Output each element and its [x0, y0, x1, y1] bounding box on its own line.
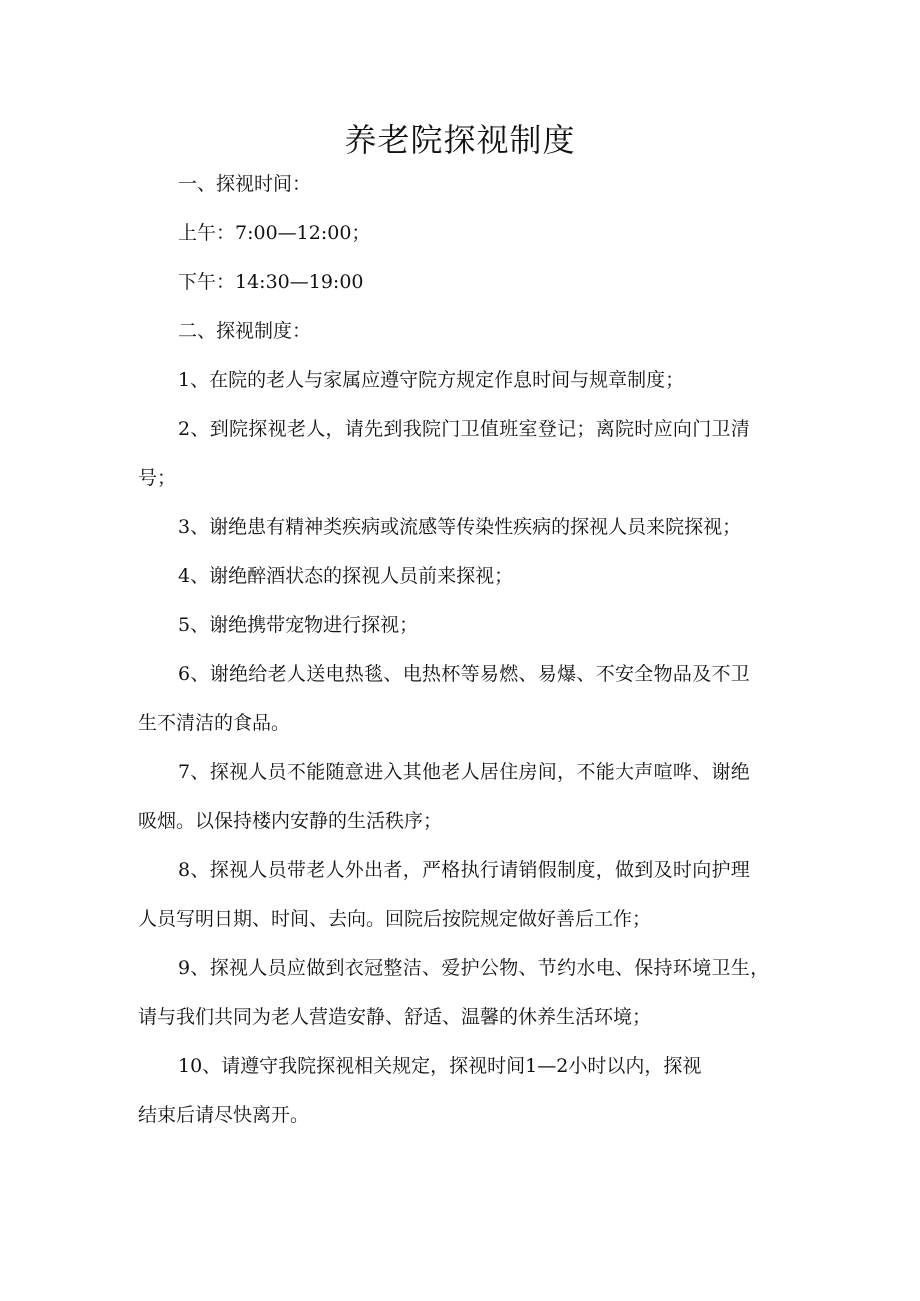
- rule-10-continued: 结束后请尽快离开。: [138, 1104, 310, 1126]
- afternoon-hours: 下午：14:30—19:00: [178, 271, 364, 293]
- section-heading-visit-rules: 二、探视制度：: [178, 320, 312, 342]
- rule-6: 6、谢绝给老人送电热毯、电热杯等易燃、易爆、不安全物品及不卫: [178, 663, 751, 685]
- rule-7-continued: 吸烟。以保持楼内安静的生活秩序；: [138, 810, 443, 832]
- document-body: [138, 160, 798, 1140]
- rule-6-continued: 生不清洁的食品。: [138, 712, 291, 734]
- rule-9-continued: 请与我们共同为老人营造安静、舒适、温馨的休养生活环境；: [138, 1006, 652, 1028]
- rule-2-continued: 号；: [138, 467, 177, 489]
- section-heading-visit-time: 一、探视时间：: [178, 173, 312, 195]
- rule-3: 3、谢绝患有精神类疾病或流感等传染性疾病的探视人员来院探视；: [178, 516, 742, 538]
- morning-hours: 上午：7:00—12:00；: [178, 222, 371, 244]
- rule-10: 10、请遵守我院探视相关规定，探视时间1—2小时以内，探视: [178, 1055, 702, 1077]
- rule-2: 2、到院探视老人，请先到我院门卫值班室登记；离院时应向门卫清: [178, 418, 751, 440]
- rule-8-continued: 人员写明日期、时间、去向。回院后按院规定做好善后工作；: [138, 908, 652, 930]
- rule-1: 1、在院的老人与家属应遵守院方规定作息时间与规章制度；: [178, 369, 685, 391]
- rule-7: 7、探视人员不能随意进入其他老人居住房间，不能大声喧哗、谢绝: [178, 761, 751, 783]
- rule-9: 9、探视人员应做到衣冠整洁、爱护公物、节约水电、保持环境卫生，: [178, 957, 770, 979]
- rule-8: 8、探视人员带老人外出者，严格执行请销假制度，做到及时向护理: [178, 859, 751, 881]
- rule-5: 5、谢绝携带宠物进行探视；: [178, 614, 419, 636]
- document-title: 养老院探视制度: [344, 121, 576, 159]
- rule-4: 4、谢绝醉酒状态的探视人员前来探视；: [178, 565, 514, 587]
